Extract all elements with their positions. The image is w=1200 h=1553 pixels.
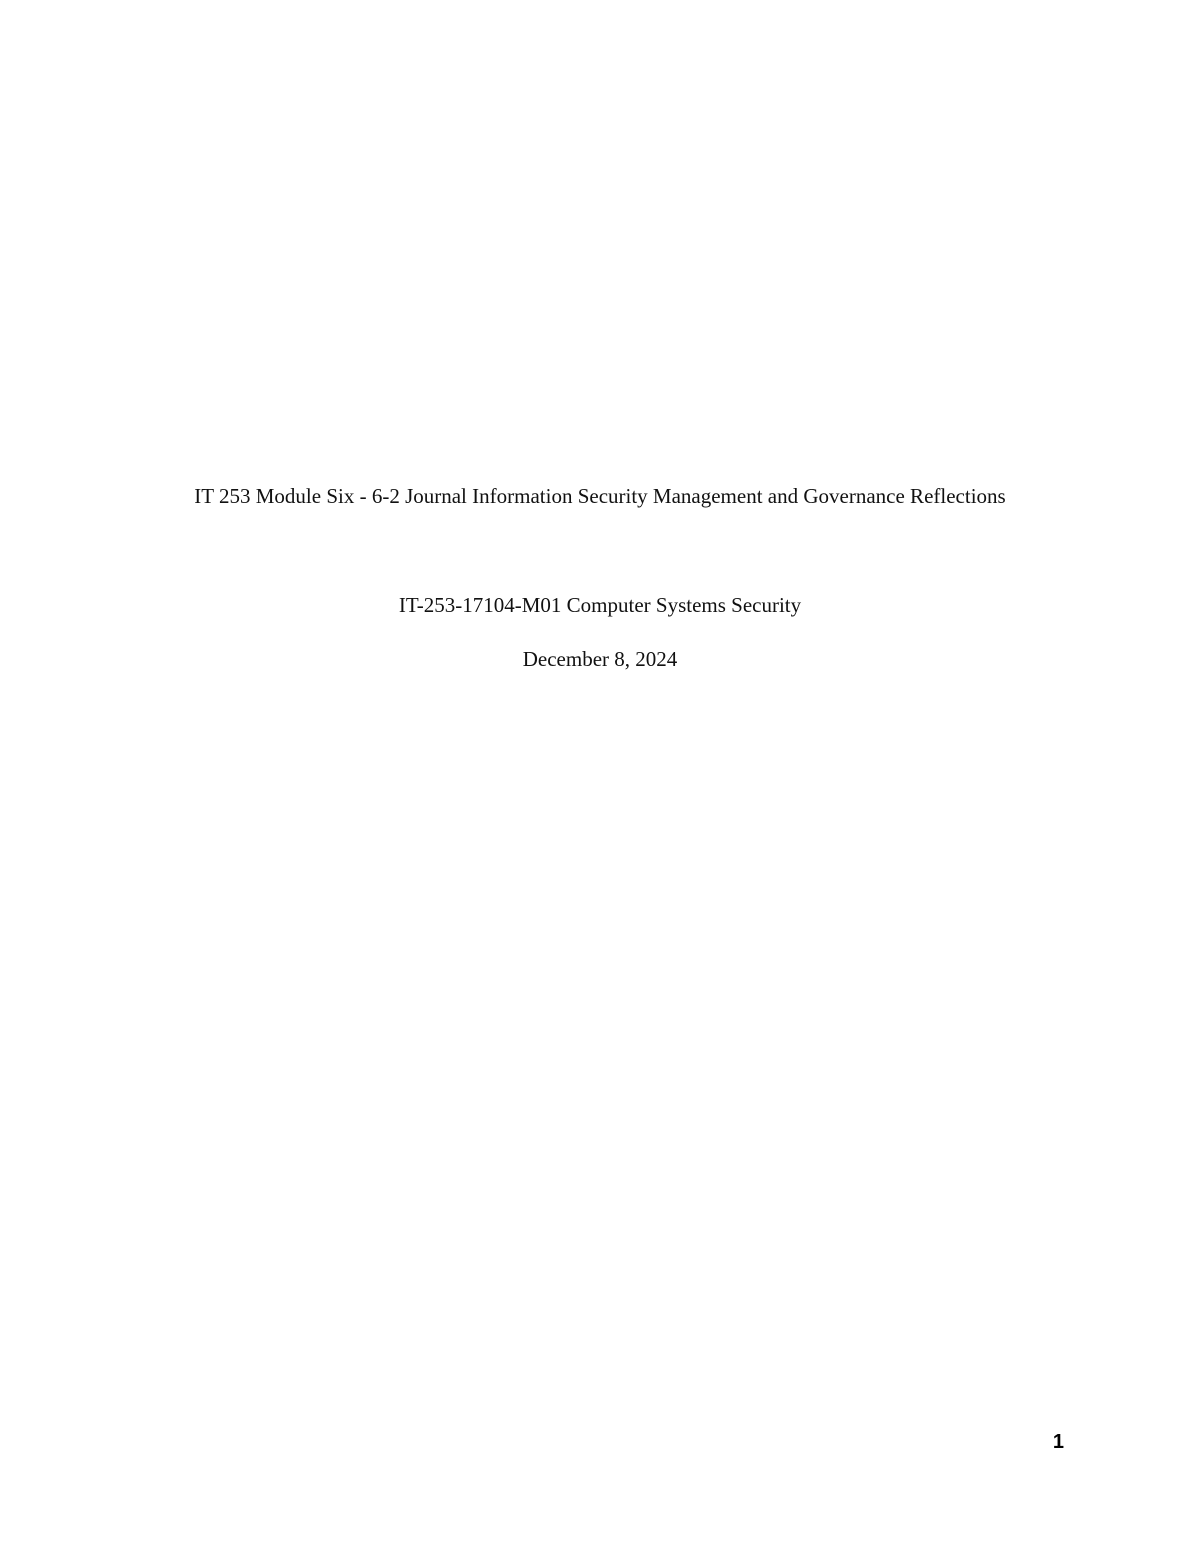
document-title: IT 253 Module Six - 6-2 Journal Information Security Management and Governance Reflections bbox=[194, 484, 1006, 508]
page-number: 1 bbox=[1052, 1431, 1064, 1453]
document-date: December 8, 2024 bbox=[522, 647, 678, 671]
course-name: IT-253-17104-M01 Computer Systems Security bbox=[398, 593, 802, 617]
